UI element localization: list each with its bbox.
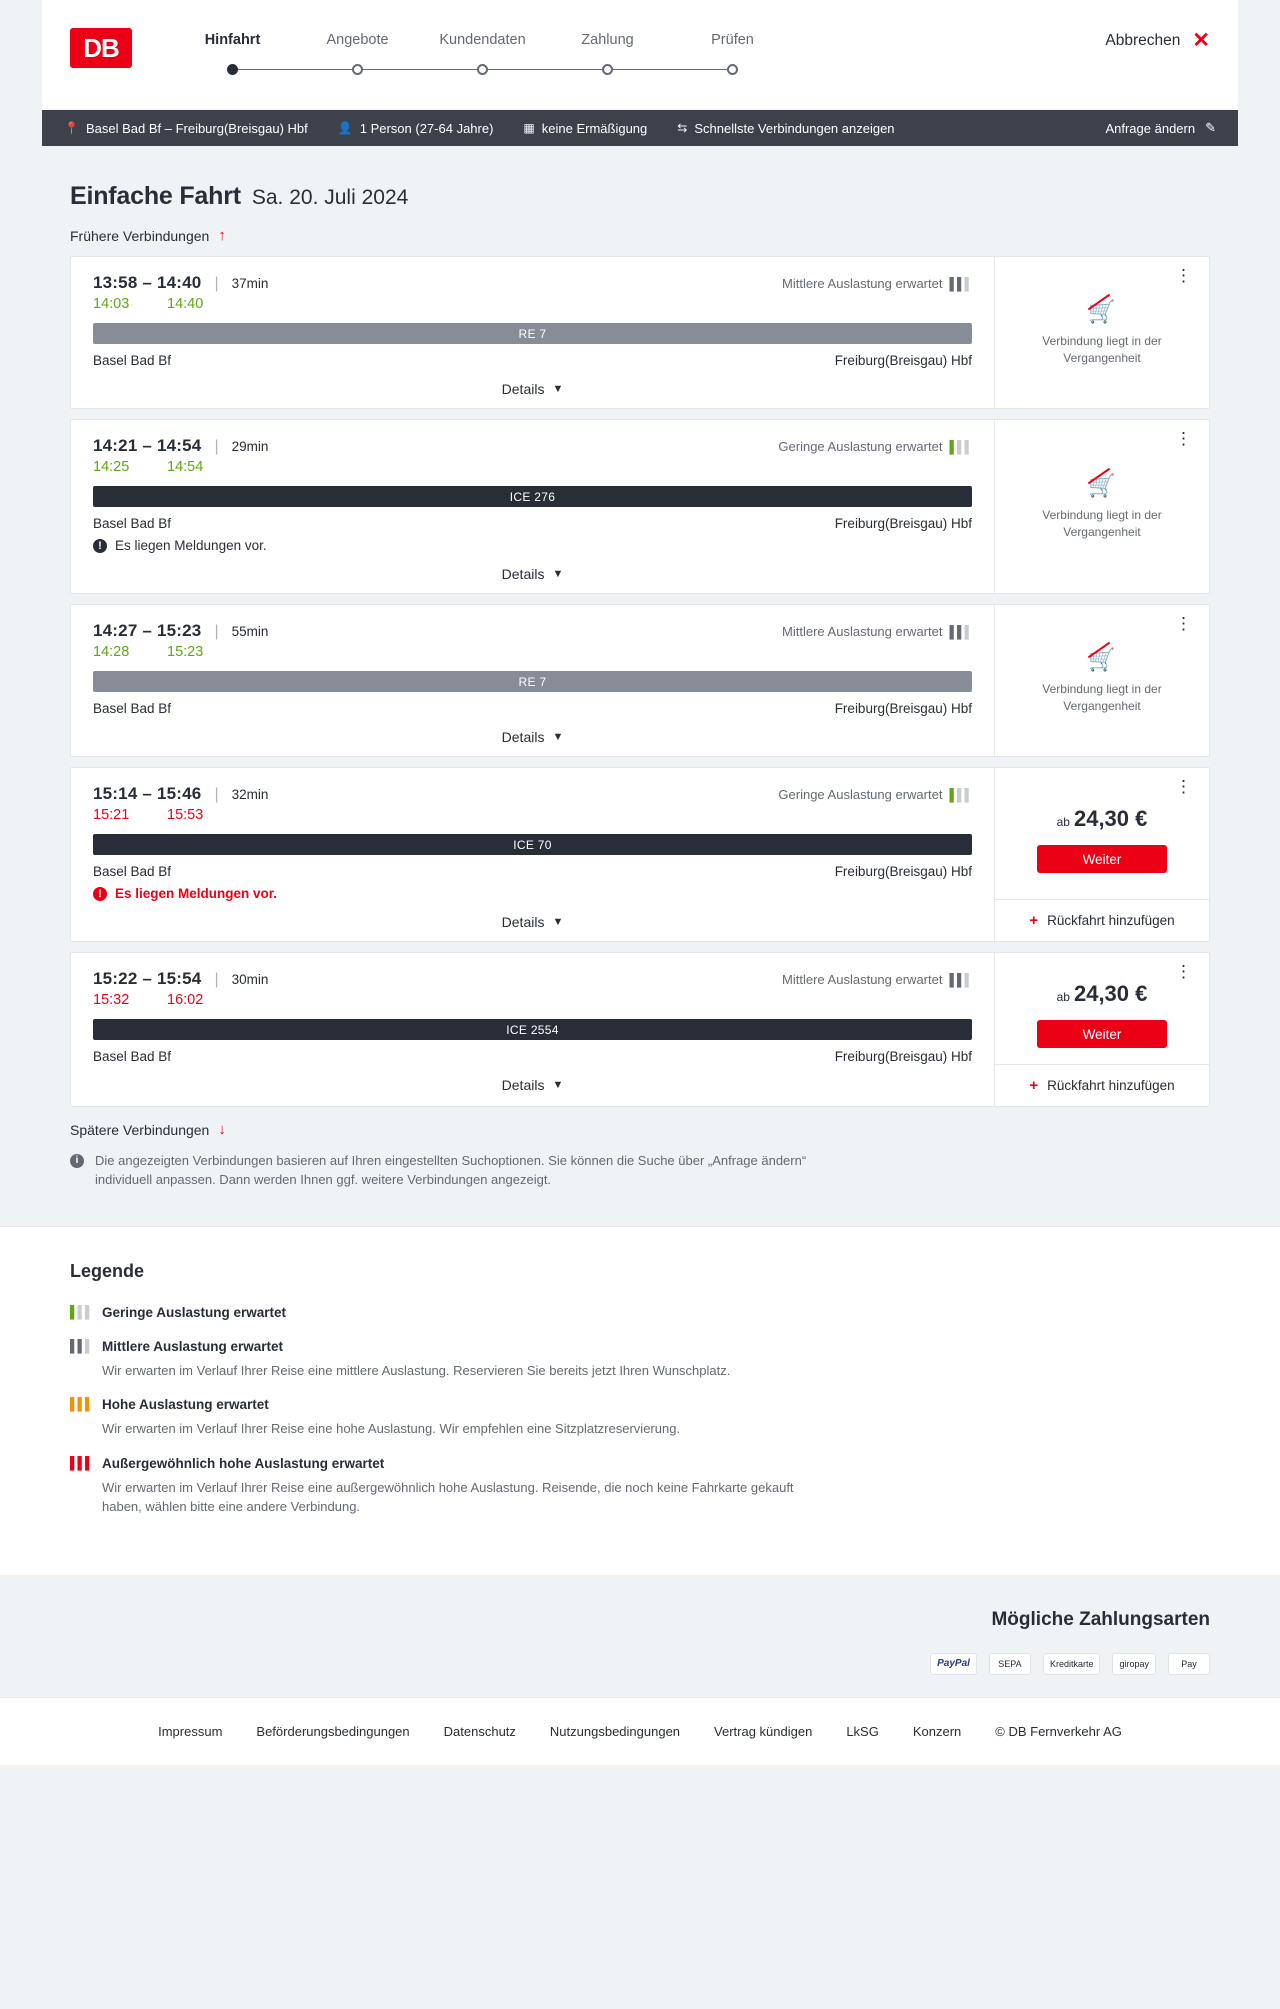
plus-icon: + <box>1029 1077 1039 1094</box>
connection-side-panel <box>994 605 1209 756</box>
add-return-trip-label: Rückfahrt hinzufügen <box>1047 1078 1175 1093</box>
chevron-down-icon: ▼ <box>552 1079 564 1091</box>
origin-station: Basel Bad Bf <box>93 1049 172 1064</box>
time-duration-separator: | <box>214 275 219 292</box>
train-name: ICE 70 <box>513 837 552 852</box>
step-label: Zahlung <box>581 32 634 48</box>
card-icon: ▦ <box>523 121 535 135</box>
realtime-arrival: 14:54 <box>167 459 204 475</box>
connection-card[interactable] <box>70 767 1210 942</box>
connection-card[interactable] <box>70 952 1210 1107</box>
details-toggle[interactable] <box>93 368 972 408</box>
connection-duration: 32min <box>231 787 269 802</box>
price-prefix: ab <box>1056 990 1070 1004</box>
connection-realtime-row <box>93 807 972 823</box>
earlier-connections-label: Frühere Verbindungen <box>70 227 210 244</box>
sepa-icon <box>989 1653 1031 1675</box>
past-connection-text: Verbindung liegt in der Vergangenheit <box>1042 508 1162 539</box>
step-dot[interactable] <box>477 64 488 75</box>
connection-summary-row <box>93 273 972 293</box>
later-connections-button[interactable] <box>70 1121 1238 1138</box>
realtime-departure: 14:25 <box>93 459 130 475</box>
past-connection-text: Verbindung liegt in der Vergangenheit <box>1042 334 1162 365</box>
continue-button[interactable]: Weiter <box>1037 845 1167 873</box>
connection-message-text: Es liegen Meldungen vor. <box>115 886 278 901</box>
cart-crossed-icon: 🛒 <box>1088 299 1115 325</box>
legend-item <box>70 1338 1210 1381</box>
query-option[interactable] <box>677 121 894 136</box>
details-label: Details <box>501 1077 545 1093</box>
connection-realtime-row <box>93 459 972 475</box>
occupancy-indicator <box>778 439 972 454</box>
legend-heading: Mittlere Auslastung erwartet <box>102 1338 284 1354</box>
arrow-down-icon: ↓ <box>218 1121 226 1138</box>
query-option-label: Schnellste Verbindungen anzeigen <box>694 120 895 136</box>
step-label: Hinfahrt <box>204 32 261 48</box>
more-options-icon[interactable]: ⋮ <box>1175 962 1192 981</box>
destination-station: Freiburg(Breisgau) Hbf <box>834 1049 972 1064</box>
add-return-trip-button[interactable] <box>995 899 1209 941</box>
train-badge[interactable] <box>93 486 972 507</box>
realtime-departure: 15:21 <box>93 807 130 823</box>
train-badge[interactable] <box>93 671 972 692</box>
location-pin-icon: 📍 <box>64 121 79 135</box>
details-label: Details <box>501 729 545 745</box>
footer-link[interactable]: Konzern <box>912 1723 962 1739</box>
origin-station: Basel Bad Bf <box>93 864 172 879</box>
connection-list <box>70 256 1210 1107</box>
connection-side-panel <box>994 257 1209 408</box>
search-hint <box>70 1152 850 1190</box>
connection-stations-row <box>93 701 972 716</box>
occupancy-indicator <box>782 972 972 987</box>
train-name: ICE 2554 <box>506 1022 559 1037</box>
creditcard-icon <box>1043 1653 1101 1675</box>
occupancy-indicator <box>782 624 972 639</box>
price-amount: 24,30 € <box>1073 806 1148 831</box>
train-name: RE 7 <box>518 674 547 689</box>
step-dot-wrap <box>420 64 545 76</box>
origin-station: Basel Bad Bf <box>93 353 172 368</box>
payment-label: Pay <box>1181 1658 1197 1669</box>
connection-card[interactable] <box>70 604 1210 757</box>
query-discount[interactable] <box>523 121 647 136</box>
earlier-connections-button[interactable] <box>70 227 1238 244</box>
occupancy-bars-icon: ▌▌▌ <box>70 1304 93 1319</box>
connection-side-panel <box>994 768 1209 941</box>
chevron-down-icon: ▼ <box>552 568 564 580</box>
connection-message[interactable] <box>93 538 972 553</box>
connection-summary-row <box>93 436 972 456</box>
step-dot-wrap <box>545 64 670 76</box>
payment-methods-row <box>42 1653 1210 1675</box>
connection-summary-row <box>93 784 972 804</box>
destination-station: Freiburg(Breisgau) Hbf <box>834 701 972 716</box>
legend-item <box>70 1396 1210 1439</box>
query-passengers[interactable] <box>338 121 494 136</box>
more-options-icon[interactable]: ⋮ <box>1175 266 1192 285</box>
occupancy-bars-icon: ▌▌▌ <box>70 1397 93 1412</box>
occupancy-bars-icon: ▌▌▌ <box>70 1455 93 1470</box>
more-options-icon[interactable]: ⋮ <box>1175 614 1192 633</box>
train-name: RE 7 <box>518 326 547 341</box>
footer-link[interactable]: LkSG <box>846 1723 879 1739</box>
connection-realtime-row <box>93 644 972 660</box>
step-connector <box>483 69 608 70</box>
train-badge[interactable] <box>93 834 972 855</box>
occupancy-bars-icon: ▌▌▌ <box>949 276 972 291</box>
destination-station: Freiburg(Breisgau) Hbf <box>834 516 972 531</box>
realtime-arrival: 15:23 <box>167 644 204 660</box>
app-header <box>42 0 1238 110</box>
change-query-button[interactable] <box>1105 120 1216 136</box>
train-name: ICE 276 <box>509 489 556 504</box>
legend-text-block <box>102 1455 822 1517</box>
step-dot[interactable] <box>602 64 613 75</box>
occupancy-label: Mittlere Auslastung erwartet <box>782 972 943 987</box>
legend-description: Wir erwarten im Verlauf Ihrer Reise eine außergewöhnlich hohe Auslastung. Reisende, die noch keine Fahrkarte gekauft haben, wählen bitte eine andere Verbindung. <box>102 1479 794 1515</box>
legend-heading: Geringe Auslastung erwartet <box>102 1304 287 1320</box>
legend-heading: Außergewöhnlich hohe Auslastung erwartet <box>102 1455 385 1471</box>
connection-message[interactable] <box>93 886 972 901</box>
train-badge[interactable] <box>93 323 972 344</box>
realtime-departure: 15:32 <box>93 992 130 1008</box>
details-toggle[interactable] <box>93 716 972 756</box>
footer-link[interactable]: Nutzungsbedingungen <box>549 1723 681 1739</box>
booking-stepper <box>170 32 795 76</box>
giropay-icon <box>1112 1653 1156 1675</box>
legend-text-block <box>102 1396 680 1439</box>
connection-stations-row <box>93 1049 972 1064</box>
paypal-icon <box>930 1653 977 1675</box>
query-route[interactable] <box>64 121 308 136</box>
connection-time-range: 15:22 – 15:54 <box>93 969 202 988</box>
cart-crossed-icon: 🛒 <box>1088 647 1115 673</box>
payment-methods-section <box>0 1575 1280 1697</box>
time-duration-separator: | <box>214 438 219 455</box>
cart-crossed-icon: 🛒 <box>1088 473 1115 499</box>
details-label: Details <box>501 566 545 582</box>
occupancy-label: Geringe Auslastung erwartet <box>778 439 943 454</box>
search-hint-text: Die angezeigten Verbindungen basieren auf Ihren eingestellten Suchoptionen. Sie können die Suche über „Anfrage ändern“ individuell anpassen. Dann werden Ihnen ggf. weitere Verbindungen angezeigt. <box>95 1153 807 1187</box>
time-duration-separator: | <box>214 623 219 640</box>
query-passengers-label: 1 Person (27-64 Jahre) <box>359 120 494 136</box>
cancel-label: Abbrechen <box>1105 31 1181 49</box>
connection-main <box>71 768 994 941</box>
footer-copyright: © DB Fernverkehr AG <box>995 1723 1122 1739</box>
details-toggle[interactable] <box>93 1064 972 1104</box>
connection-main <box>71 257 994 408</box>
step-connector <box>358 69 483 70</box>
time-duration-separator: | <box>214 971 219 988</box>
details-label: Details <box>501 914 545 930</box>
connection-main <box>71 953 994 1106</box>
footer-link[interactable]: Impressum <box>158 1723 223 1739</box>
footer-link[interactable]: Vertrag kündigen <box>714 1723 813 1739</box>
connection-card[interactable] <box>70 419 1210 594</box>
connection-stations-row <box>93 864 972 879</box>
trip-date: Sa. 20. Juli 2024 <box>251 186 409 209</box>
origin-station: Basel Bad Bf <box>93 516 172 531</box>
chevron-down-icon: ▼ <box>552 383 564 395</box>
price-value <box>1057 981 1148 1007</box>
legend-description: Wir erwarten im Verlauf Ihrer Reise eine mittlere Auslastung. Reservieren Sie bereits jetzt Ihren Wunschplatz. <box>102 1362 731 1378</box>
footer-link[interactable]: Datenschutz <box>443 1723 516 1739</box>
occupancy-indicator <box>782 276 972 291</box>
details-label: Details <box>501 381 545 397</box>
page-footer <box>0 1697 1280 1765</box>
destination-station: Freiburg(Breisgau) Hbf <box>834 353 972 368</box>
connection-time-range: 13:58 – 14:40 <box>93 273 202 292</box>
realtime-arrival: 15:53 <box>167 807 204 823</box>
change-query-label: Anfrage ändern <box>1105 120 1196 136</box>
alert-icon: ! <box>93 539 107 553</box>
details-toggle[interactable] <box>93 553 972 593</box>
step-dot[interactable] <box>227 64 238 75</box>
occupancy-bars-icon: ▌▌▌ <box>949 787 972 802</box>
payment-label: PayPal <box>937 1658 970 1670</box>
query-summary-bar <box>42 110 1238 146</box>
occupancy-label: Geringe Auslastung erwartet <box>778 787 943 802</box>
arrow-up-icon: ↑ <box>218 227 226 244</box>
cancel-button[interactable] <box>1105 30 1210 51</box>
legend-title: Legende <box>70 1260 145 1281</box>
details-toggle[interactable] <box>93 901 972 941</box>
payment-methods-title: Mögliche Zahlungsarten <box>991 1608 1210 1630</box>
origin-station: Basel Bad Bf <box>93 701 172 716</box>
step-dot-wrap <box>170 64 295 76</box>
connection-side-panel <box>994 420 1209 593</box>
occupancy-indicator <box>778 787 972 802</box>
step-hinfahrt[interactable] <box>170 32 295 76</box>
connection-time-range: 14:27 – 15:23 <box>93 621 202 640</box>
legend-list <box>70 1304 1210 1517</box>
payment-label: giropay <box>1119 1658 1149 1669</box>
more-options-icon[interactable]: ⋮ <box>1175 777 1192 796</box>
connection-card[interactable] <box>70 256 1210 409</box>
connection-side-panel <box>994 953 1209 1106</box>
person-icon: 👤 <box>337 121 353 135</box>
query-discount-label: keine Ermäßigung <box>541 120 648 136</box>
time-duration-separator: | <box>214 786 219 803</box>
step-dot[interactable] <box>727 64 738 75</box>
train-badge[interactable] <box>93 1019 972 1040</box>
chevron-down-icon: ▼ <box>552 731 564 743</box>
legend-description: Wir erwarten im Verlauf Ihrer Reise eine hohe Auslastung. Wir empfehlen eine Sitzplatzreservierung. <box>102 1421 681 1437</box>
step-dot-wrap <box>670 64 795 76</box>
realtime-arrival: 16:02 <box>167 992 204 1008</box>
step-dot-wrap <box>295 64 420 76</box>
connection-time-range: 14:21 – 14:54 <box>93 436 202 455</box>
price-amount: 24,30 € <box>1073 981 1148 1006</box>
page-title <box>70 182 1238 211</box>
connection-realtime-row <box>93 296 972 312</box>
step-label: Angebote <box>326 32 389 48</box>
past-connection-text: Verbindung liegt in der Vergangenheit <box>1042 682 1162 713</box>
legend-text-block <box>102 1338 730 1381</box>
connection-message-text: Es liegen Meldungen vor. <box>115 538 267 553</box>
connection-main <box>71 420 994 593</box>
connection-summary-row <box>93 969 972 989</box>
connection-duration: 29min <box>231 439 269 454</box>
payment-label: SEPA <box>998 1658 1022 1669</box>
step-dot[interactable] <box>352 64 363 75</box>
occupancy-label: Mittlere Auslastung erwartet <box>782 276 943 291</box>
add-return-trip-label: Rückfahrt hinzufügen <box>1047 913 1175 928</box>
info-icon: i <box>70 1154 84 1168</box>
price-prefix: ab <box>1056 815 1070 829</box>
step-label: Prüfen <box>711 32 754 48</box>
legend-section <box>0 1226 1280 1575</box>
connection-stations-row <box>93 353 972 368</box>
legend-item <box>70 1455 1210 1517</box>
results-section <box>0 182 1280 1190</box>
later-connections-label: Spätere Verbindungen <box>70 1121 210 1138</box>
step-connector <box>608 69 733 70</box>
occupancy-bars-icon: ▌▌▌ <box>70 1338 93 1353</box>
connection-summary-row <box>93 621 972 641</box>
trip-type-title: Einfache Fahrt <box>70 182 241 210</box>
connection-time-range: 15:14 – 15:46 <box>93 784 202 803</box>
destination-station: Freiburg(Breisgau) Hbf <box>834 864 972 879</box>
plus-icon: + <box>1029 912 1039 929</box>
occupancy-bars-icon: ▌▌▌ <box>949 624 972 639</box>
query-route-label: Basel Bad Bf – Freiburg(Breisgau) Hbf <box>85 120 308 136</box>
connection-main <box>71 605 994 756</box>
step-connector <box>233 69 358 70</box>
payment-label: Kreditkarte <box>1049 1658 1094 1669</box>
chevron-down-icon: ▼ <box>552 916 564 928</box>
add-return-trip-button[interactable] <box>995 1064 1209 1106</box>
occupancy-label: Mittlere Auslastung erwartet <box>782 624 943 639</box>
occupancy-bars-icon: ▌▌▌ <box>949 439 972 454</box>
connection-realtime-row <box>93 992 972 1008</box>
more-options-icon[interactable]: ⋮ <box>1175 429 1192 448</box>
footer-link[interactable]: Beförderungsbedingungen <box>256 1723 410 1739</box>
price-value <box>1057 806 1148 832</box>
realtime-arrival: 14:40 <box>167 296 204 312</box>
occupancy-bars-icon: ▌▌▌ <box>949 972 972 987</box>
continue-button[interactable]: Weiter <box>1037 1020 1167 1048</box>
connection-duration: 30min <box>231 972 269 987</box>
connection-stations-row <box>93 516 972 531</box>
swap-icon: ⇆ <box>677 121 688 135</box>
legend-item <box>70 1304 1210 1322</box>
connection-duration: 55min <box>231 624 269 639</box>
applepay-icon <box>1168 1653 1210 1675</box>
legend-text-block <box>102 1304 286 1322</box>
pencil-icon[interactable]: ✎ <box>1205 120 1216 135</box>
step-label: Kundendaten <box>439 32 526 48</box>
close-icon[interactable]: ✕ <box>1192 29 1210 52</box>
realtime-departure: 14:03 <box>93 296 130 312</box>
legend-heading: Hohe Auslastung erwartet <box>102 1397 269 1413</box>
connection-duration: 37min <box>231 276 269 291</box>
db-logo[interactable]: DB <box>70 28 132 68</box>
alert-icon: ! <box>93 887 107 901</box>
realtime-departure: 14:28 <box>93 644 130 660</box>
